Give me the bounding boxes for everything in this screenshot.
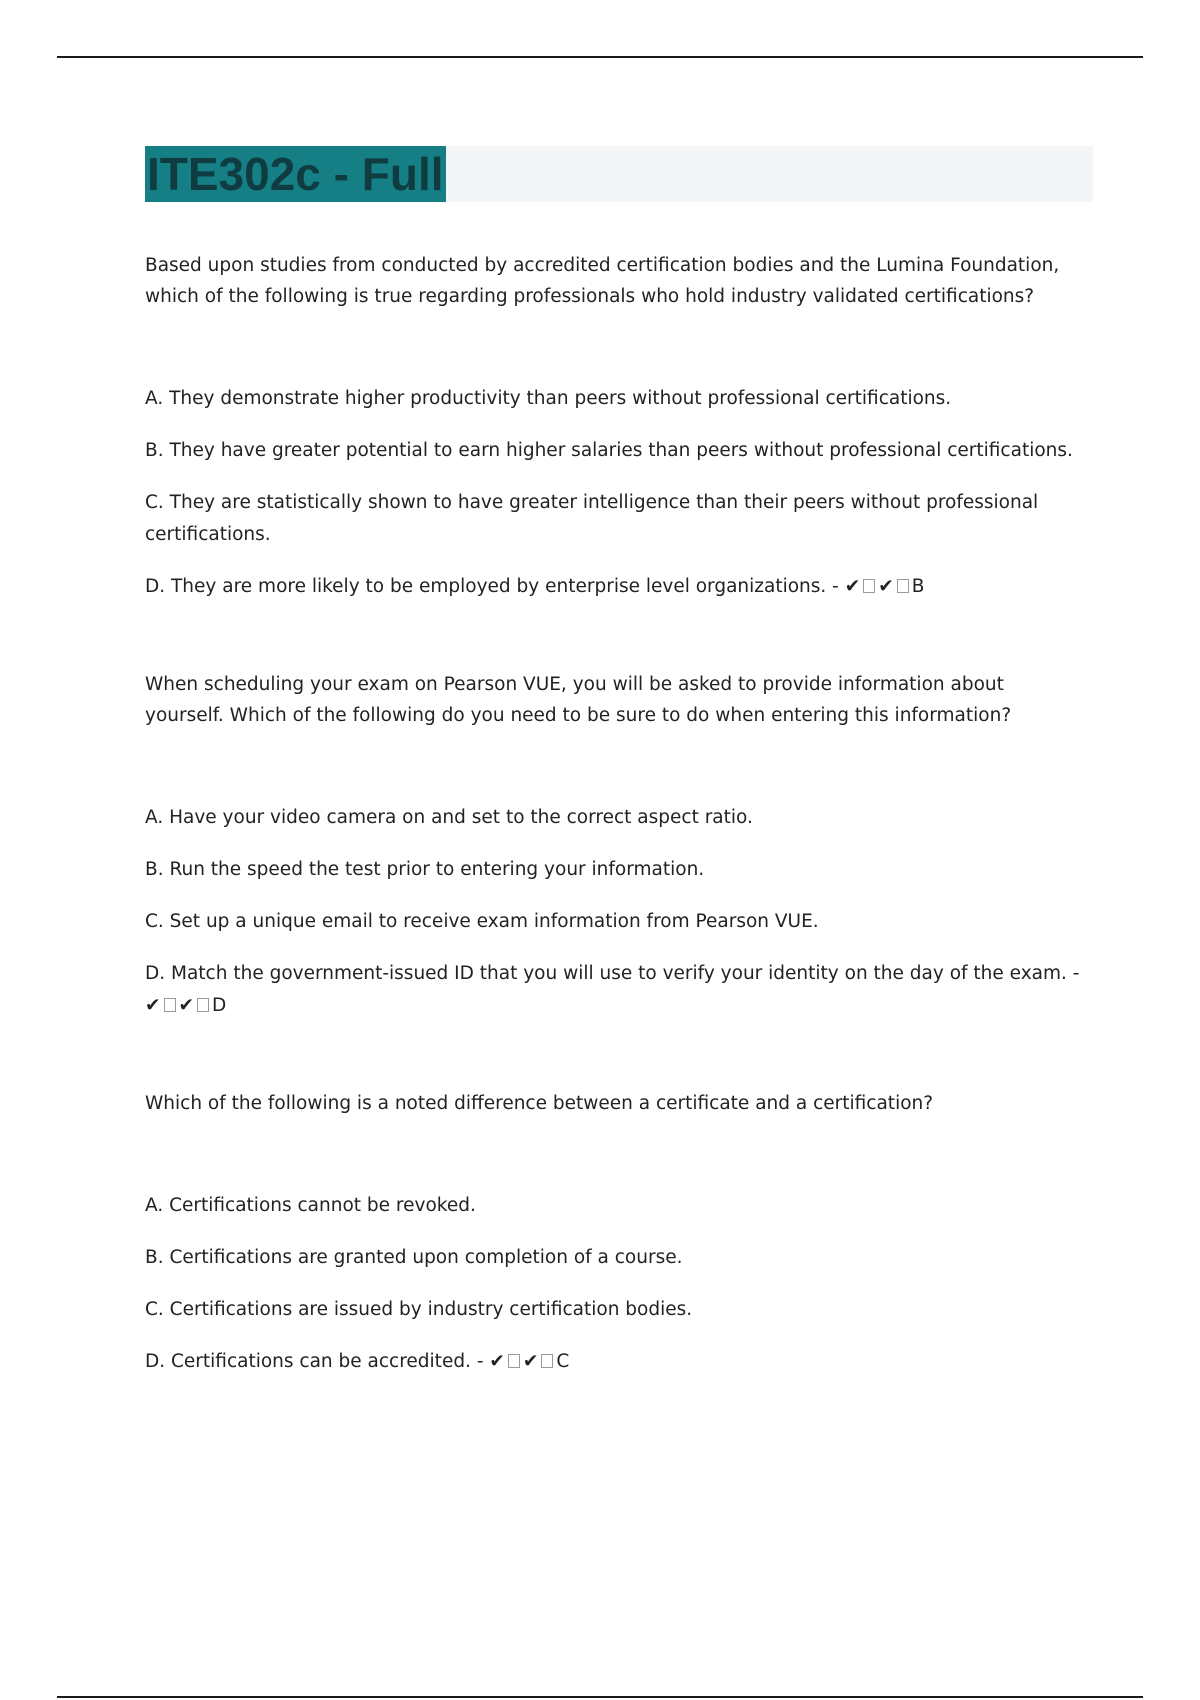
question-block-2 bbox=[145, 669, 1085, 1022]
option-b: B. Run the speed the test prior to entering your information. bbox=[145, 859, 705, 880]
option-b: B. They have greater potential to earn higher salaries than peers without professional certifications. bbox=[145, 440, 1073, 461]
check-icon: ✔ bbox=[489, 1351, 505, 1372]
document-body bbox=[145, 250, 1085, 1398]
bottom-rule bbox=[57, 1696, 1143, 1698]
answer-letter: D bbox=[212, 995, 227, 1016]
document-title: ITE302c - Full bbox=[147, 148, 444, 200]
option-d bbox=[145, 571, 1085, 603]
box-icon bbox=[508, 1354, 520, 1368]
option-a: A. Certifications cannot be revoked. bbox=[145, 1195, 476, 1216]
answer-letter: B bbox=[911, 576, 925, 597]
option-a: A. They demonstrate higher productivity than peers without professional certifications. bbox=[145, 388, 952, 409]
box-icon bbox=[197, 998, 209, 1012]
option-d-text: D. They are more likely to be employed by enterprise level organizations. - bbox=[145, 576, 845, 597]
top-rule bbox=[57, 56, 1143, 58]
check-icon: ✔ bbox=[878, 576, 894, 597]
answer-options bbox=[145, 802, 1085, 1022]
option-c: C. Certifications are issued by industry certification bodies. bbox=[145, 1299, 693, 1320]
question-text: Based upon studies from conducted by accredited certification bodies and the Lumina Foundation, which of the following is true regarding professionals who hold industry validated certifications? bbox=[145, 255, 1060, 307]
option-b: B. Certifications are granted upon completion of a course. bbox=[145, 1247, 683, 1268]
check-icon: ✔ bbox=[178, 995, 195, 1016]
box-icon bbox=[863, 579, 875, 593]
question-text: Which of the following is a noted difference between a certificate and a certification? bbox=[145, 1093, 934, 1114]
check-icon: ✔ bbox=[145, 995, 161, 1016]
check-icon: ✔ bbox=[844, 576, 861, 597]
option-c: C. They are statistically shown to have greater intelligence than their peers without professional certifications. bbox=[145, 492, 1039, 545]
option-a: A. Have your video camera on and set to the correct aspect ratio. bbox=[145, 807, 753, 828]
answer-letter: C bbox=[556, 1351, 570, 1372]
question-text: When scheduling your exam on Pearson VUE, you will be asked to provide information about yourself. Which of the following do you need to be sure to do when entering this information? bbox=[145, 674, 1012, 726]
check-icon: ✔ bbox=[522, 1351, 539, 1372]
question-block-1 bbox=[145, 250, 1085, 603]
box-icon bbox=[164, 998, 176, 1012]
option-c: C. Set up a unique email to receive exam information from Pearson VUE. bbox=[145, 911, 819, 932]
box-icon bbox=[897, 579, 909, 593]
question-block-3 bbox=[145, 1088, 1085, 1378]
option-d bbox=[145, 1346, 1085, 1378]
box-icon bbox=[541, 1354, 553, 1368]
answer-options bbox=[145, 383, 1085, 603]
option-d-text: D. Match the government-issued ID that you will use to verify your identity on the day of the exam. - bbox=[145, 963, 1080, 984]
option-d-text: D. Certifications can be accredited. - bbox=[145, 1351, 490, 1372]
option-d bbox=[145, 958, 1085, 1022]
answer-options bbox=[145, 1190, 1085, 1378]
